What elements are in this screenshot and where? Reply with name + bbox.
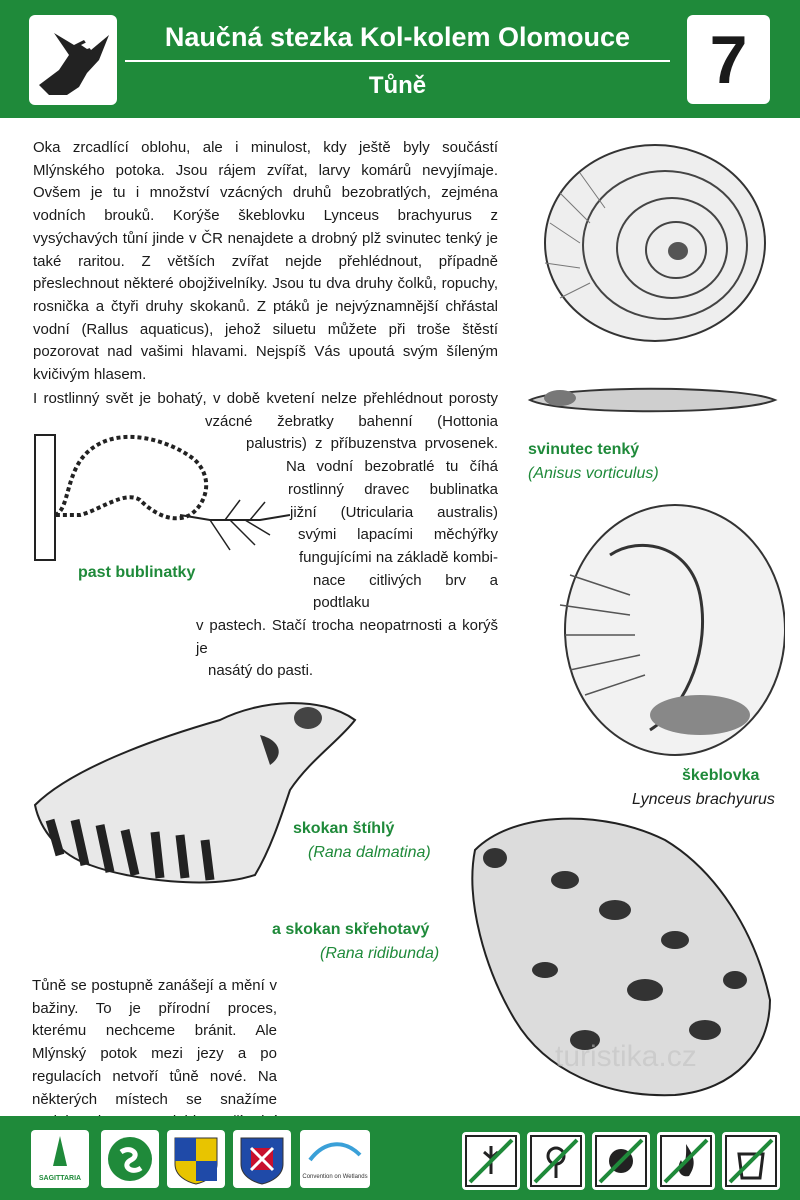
plants-line: fungujícími na základě kombi- <box>299 548 498 566</box>
no-littering-icon <box>722 1132 780 1190</box>
eagle-icon <box>29 15 117 105</box>
plants-line: v pastech. Stačí trocha neopatrnosti a korýš je <box>196 617 498 657</box>
plants-line: nace citlivých brv a podtlaku <box>313 571 498 612</box>
title-divider <box>125 60 670 62</box>
ramsar-logo <box>300 1130 370 1188</box>
plants-line: nasátý do pasti. <box>208 662 314 680</box>
marsh-frog-scientific-name: (Rana ridibunda) <box>320 945 440 962</box>
intro-paragraph: Oka zrcadlící oblohu, ale i minulost, kdy ještě byly součástí Mlýnského potoka. Jsou rájem zvířat, larvy komárů nevyjímaje. Ovšem je tu i množství vzácných druhů bezobratlých, zejména vodních brouků. Korýše škeblovku Lynceus brachyurus z vysýchavých tůní jinde v ČR nenajdete a drobný plž svinutec tenký je také raritou. Z větších zvířat nejde přehlédnout, případně přeslechnout některé obojživelníky. Jsou tu dva druhy čolků, ropuchy, rosnička a čtyři druhy skokanů. Z ptáků je nejvýznamnější chřástal vodní (Rallus aquaticus), jehož siluetu můžete při troše štěstí pozorovat nad vašimi hlavami. Nejspíš Vás upoutá svým šíleným kvičivým hlasem. <box>33 139 498 384</box>
bird-logo <box>29 15 117 105</box>
header-bar <box>0 0 800 118</box>
no-picking-plants-icon <box>462 1132 520 1190</box>
sagittaria-logo <box>31 1130 89 1188</box>
footer-bar <box>0 1116 800 1200</box>
sagittaria-label: SAGITTARIA <box>38 1175 82 1182</box>
no-flower-picking-icon <box>527 1132 585 1190</box>
marsh-frog-caption: a skokan skřehotavý <box>272 921 430 938</box>
snail-side-illustration <box>520 380 780 420</box>
lynceus-illustration <box>530 495 785 760</box>
plants-line: rostlinný dravec bublinatka <box>288 480 498 498</box>
trap-caption: past bublinatky <box>78 564 196 581</box>
lynceus-caption: škeblovka <box>682 767 760 784</box>
conclusion-paragraph: Tůně se postupně zanášejí a mění v bažiny. To je přírodní proces, kterému nechceme bránit. Ale Mlýnský potok mezi jezy a po regulacích netvoří tůně nové. Na některých místech se snažíme <box>32 977 277 1108</box>
snail-scientific-name: (Anisus vorticulus) <box>528 465 659 482</box>
trail-logo <box>101 1130 159 1188</box>
plants-line: vzácné žebratky bahenní (Hottonia <box>205 412 498 430</box>
snail-caption: svinutec tenký <box>528 441 640 458</box>
olomouc-region-crest <box>167 1130 225 1188</box>
plants-line: I rostlinný svět je bohatý, v době kvetení nelze přehlédnout porosty <box>33 390 498 407</box>
ramsar-label: Convention on Wetlands <box>302 1174 368 1180</box>
page-subtitle: Tůně <box>368 72 427 99</box>
plants-line: palustris) z příbuzenstva prvosenek. <box>246 435 498 453</box>
plants-line: svými lapacími měchýřky <box>298 526 498 544</box>
plants-line: Na vodní bezobratlé tu číhá <box>286 458 498 476</box>
agile-frog-scientific-name: (Rana dalmatina) <box>308 844 431 861</box>
page-title: Naučná stezka Kol-kolem Olomouce <box>164 22 631 52</box>
lynceus-scientific-name: Lynceus brachyurus <box>632 791 775 808</box>
no-disturbing-animals-icon <box>592 1132 650 1190</box>
watermark: turistika.cz <box>555 1040 697 1073</box>
plants-line: jižní (Utricularia australis) <box>290 503 498 521</box>
stop-number: 7 <box>687 15 770 104</box>
snail-shell-illustration <box>520 133 770 373</box>
moravia-crest <box>233 1130 291 1188</box>
no-fire-icon <box>657 1132 715 1190</box>
agile-frog-caption: skokan štíhlý <box>293 820 395 837</box>
bladderwort-trap-illustration <box>30 420 290 570</box>
